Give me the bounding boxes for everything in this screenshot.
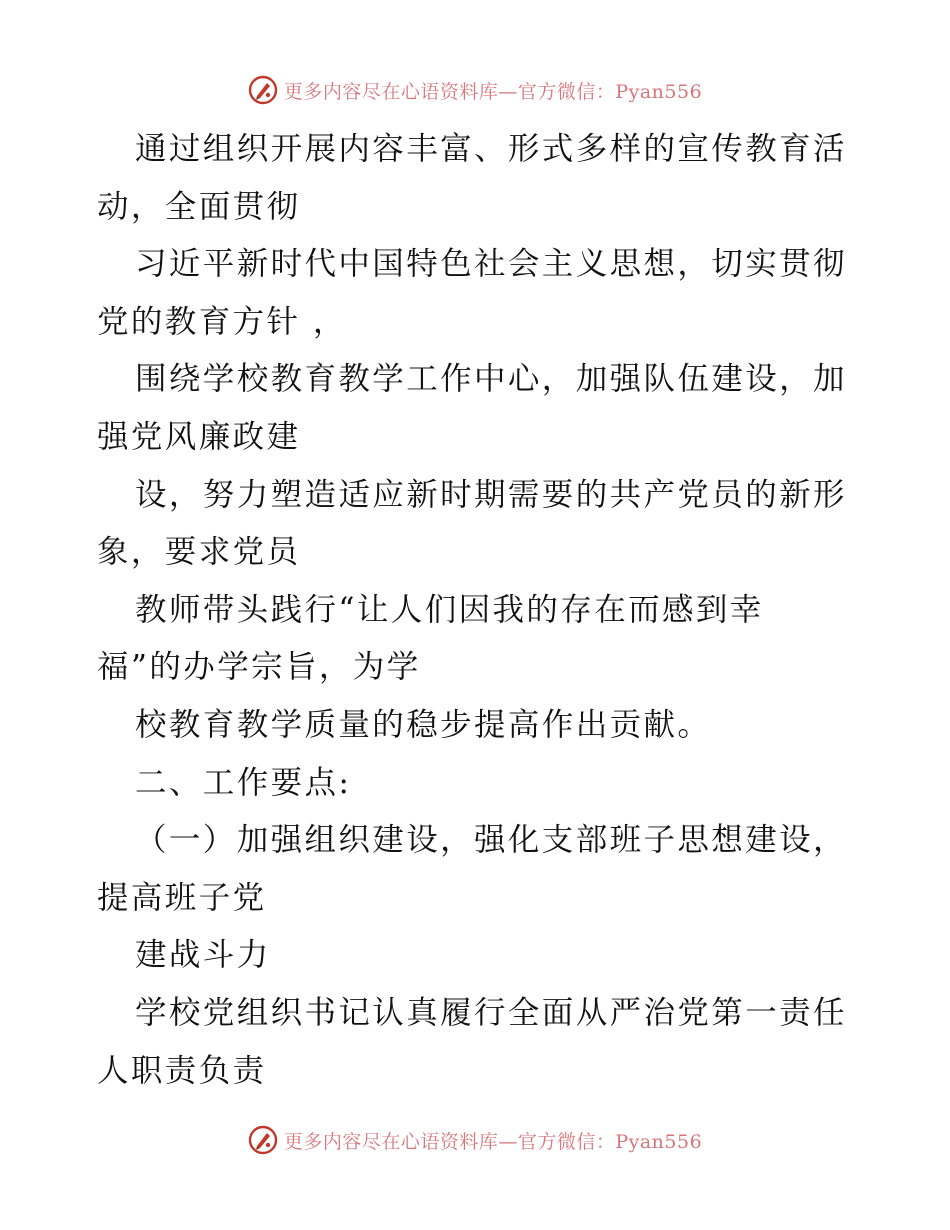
text-line: 党的教育方针 ， <box>97 303 347 340</box>
logo-icon <box>248 75 278 105</box>
text-line: 人职责负责 <box>97 1052 267 1089</box>
document-body <box>97 121 857 1100</box>
text-line: 围绕学校教育教学工作中心，加强队伍建设，加 <box>135 361 847 398</box>
watermark-footer <box>0 1120 950 1160</box>
watermark-header <box>0 70 950 110</box>
section-heading: 二、工作要点: <box>135 764 352 801</box>
text-line: 设，努力塑造适应新时期需要的共产党员的新形 <box>135 476 847 513</box>
text-line: 习近平新时代中国特色社会主义思想，切实贯彻 <box>135 246 847 283</box>
text-line: 强党风廉政建 <box>97 418 301 455</box>
text-line: 教师带头践行“让人们因我的存在而感到幸 <box>135 591 764 628</box>
watermark-text: 更多内容尽在心语资料库—官方微信：Pyan556 <box>283 1130 703 1153</box>
text-line: 学校党组织书记认真履行全面从严治党第一责任 <box>135 994 847 1031</box>
watermark-text: 更多内容尽在心语资料库—官方微信：Pyan556 <box>283 80 703 103</box>
text-line: 提高班子党 <box>97 879 267 916</box>
subsection-heading: （一）加强组织建设，强化支部班子思想建设， <box>135 822 847 859</box>
text-line: 福”的办学宗旨，为学 <box>97 649 421 686</box>
text-line: 动，全面贯彻 <box>97 188 301 225</box>
text-line: 建战斗力 <box>135 937 271 974</box>
text-line: 象，要求党员 <box>97 534 301 571</box>
text-line: 校教育教学质量的稳步提高作出贡献。 <box>135 706 712 743</box>
logo-icon <box>248 1125 278 1155</box>
text-line: 通过组织开展内容丰富、形式多样的宣传教育活 <box>135 131 847 167</box>
